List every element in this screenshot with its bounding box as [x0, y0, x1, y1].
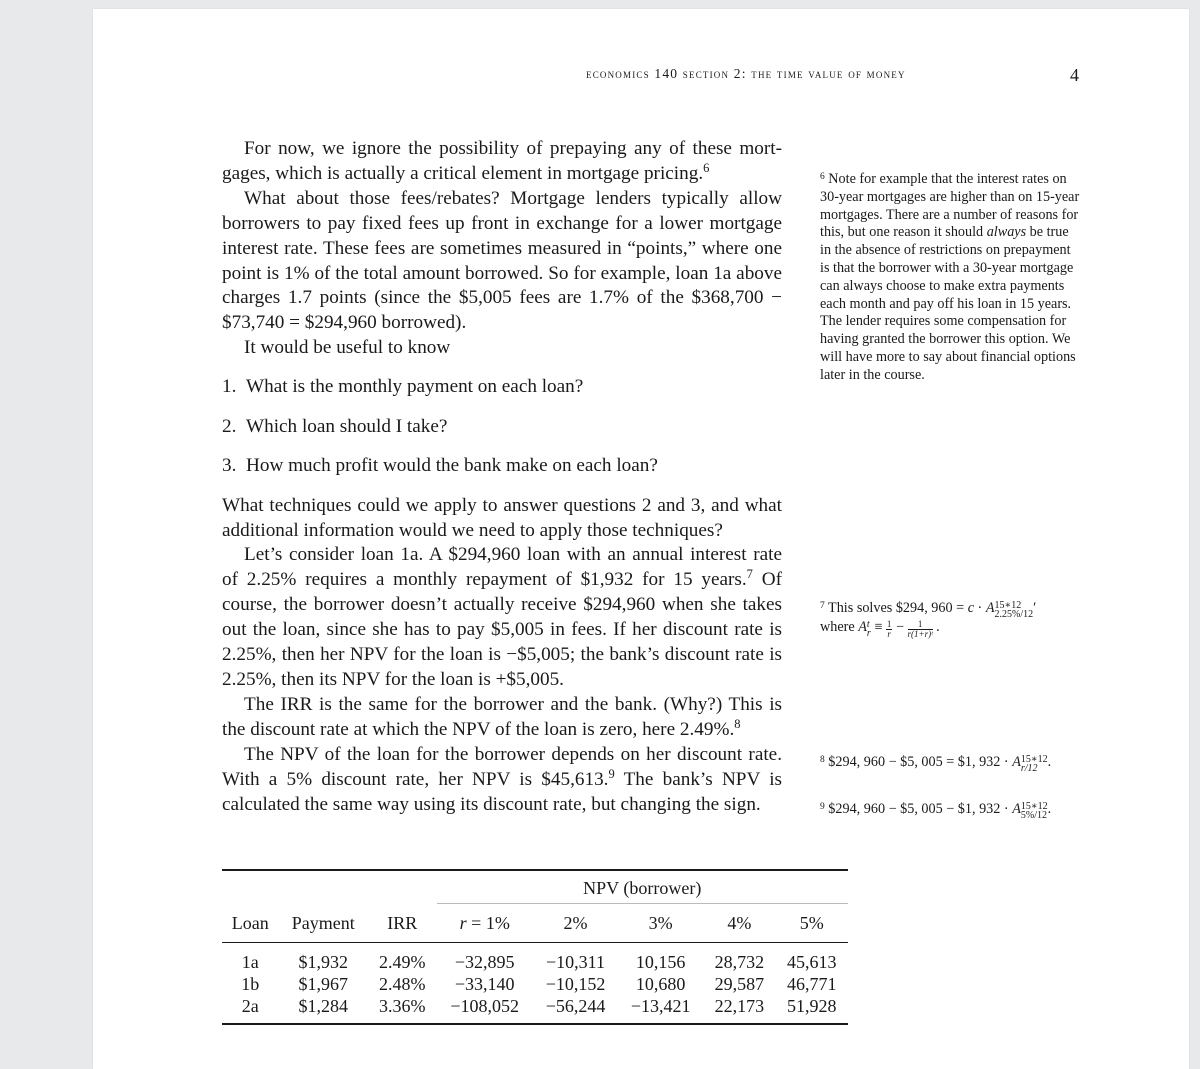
operator: ·	[974, 600, 986, 616]
equation-text: This solves $294, 960 =	[828, 600, 968, 616]
var-r: r	[459, 913, 467, 933]
superscript: t	[866, 619, 870, 630]
table-row	[222, 973, 848, 995]
col-header-loan: Loan	[222, 904, 279, 943]
paragraph-loan-1a	[222, 543, 782, 692]
var-annuity: A	[858, 619, 867, 635]
col-header-r4: 4%	[703, 904, 775, 943]
sidenote-equation	[820, 598, 1082, 619]
sidenote-equation	[820, 619, 1082, 639]
sidenote-9	[820, 799, 1082, 820]
cell-npv: 28,732	[714, 952, 765, 972]
question-text: Which loan should I take?	[246, 415, 448, 437]
sup-sub	[1021, 755, 1048, 773]
punct: .	[1047, 754, 1052, 770]
cell-npv: −108,052	[437, 995, 533, 1024]
paragraph-fees: What about those fees/rebates? Mortgage lenders typically allow borrowers to pay fixed fees up front in exchange for a lower mortgage interest rate. These fees are sometimes measured in “points,” where one point is 1% of the total amount borrowed. So for example, loan 1a above charges 1.7 points (since the $5,005 fees are 1.7% of the $368,700 − $73,740 = $294,960 borrowed).	[222, 187, 782, 334]
paragraph-text: For now, we ignore the possibility of prepaying any of these mortgages, which is actually a critical element in mortgage pricing.	[222, 138, 782, 184]
superscript: 15∗12	[994, 600, 1022, 611]
paragraph-prepayment	[222, 137, 782, 187]
cell-npv: 45,613	[787, 952, 837, 972]
sup-sub	[994, 600, 1037, 620]
cell-irr: 3.36%	[368, 995, 437, 1024]
npv-table-container	[222, 869, 848, 1025]
cell-irr: 2.49%	[378, 952, 426, 972]
var-c: c	[967, 600, 974, 616]
subscript: r/12	[1020, 763, 1038, 774]
paragraph-npv	[222, 743, 782, 818]
sidenote-text-part: Note for example that the interest rates on 30-year mortgages are higher than on 15-year mortgages. There are a number of reasons for this, but one reason it should	[820, 171, 1080, 241]
paragraph-techniques: What techniques could we apply to answer questions 2 and 3, and what additional information would we need to apply those techniques?	[222, 494, 782, 541]
var-annuity: A	[1012, 801, 1021, 817]
var-annuity: A	[985, 600, 995, 616]
col-header-r3: 3%	[618, 904, 703, 943]
cell-npv: −32,895	[454, 952, 515, 972]
sidenote-mark: 6	[820, 172, 825, 182]
page-number: 4	[1070, 65, 1079, 85]
footnote-ref-9[interactable]: 9	[608, 766, 615, 781]
paragraph-text: Of course, the borrower doesn’t actually receive $294,960 when she takes out the loan, since she has to pay $5,005 in fees. If her discount rate is 2.25%, then her NPV for the loan is −$5,005; the bank’s discount rate is 2.25%, then its NPV for the loan is +$5,005.	[222, 569, 782, 690]
equation-text: $294, 960 − $5, 005 − $1, 932 ·	[828, 801, 1013, 817]
cell-npv: 51,928	[776, 995, 848, 1024]
col-header-r1	[437, 904, 533, 943]
subscript: 2.25%/12	[994, 609, 1034, 620]
footnote-ref-6[interactable]: 6	[703, 160, 710, 175]
paragraph-text: The NPV of the loan for the borrower depends on her discount rate. With a 5% discount rate, her NPV is $45,613.	[222, 743, 782, 790]
cell-npv: −13,421	[618, 995, 703, 1024]
cell-irr: 2.48%	[378, 974, 426, 994]
col-header-irr: IRR	[368, 904, 437, 943]
paragraph-text: The IRR is the same for the borrower and the bank. (Why?) This is the discount rate at which the NPV of the loan is zero, here 2.49%.	[222, 693, 782, 740]
sidenote-mark: 9	[820, 802, 825, 812]
table-row	[222, 995, 848, 1024]
cell-npv: 10,680	[635, 974, 686, 994]
cell-loan: 2a	[222, 995, 279, 1024]
sidenote-7	[820, 598, 1082, 639]
question-item	[222, 415, 782, 440]
numerator: 1	[908, 620, 933, 630]
question-item	[222, 375, 782, 400]
subscript: 5%/12	[1020, 810, 1047, 821]
cell-npv: −33,140	[454, 974, 515, 994]
question-text: How much profit would the bank make on each loan?	[246, 455, 658, 477]
running-head-title: economics 140 section 2: the time value of money	[586, 66, 906, 81]
paragraph-irr	[222, 693, 782, 743]
equation-text: where	[820, 619, 859, 635]
cell-npv: −10,311	[546, 952, 606, 972]
sidenote-equation	[820, 799, 1082, 820]
denominator: r	[887, 629, 891, 639]
sidenote-mark: 7	[820, 601, 825, 611]
cell-npv: −56,244	[533, 995, 618, 1024]
fraction	[908, 620, 933, 639]
cell-payment: $1,967	[298, 974, 349, 994]
punct: .	[1047, 801, 1052, 817]
superscript: 15∗12	[1020, 754, 1048, 765]
spacer	[222, 871, 437, 904]
operator: −	[892, 619, 908, 635]
question-list	[222, 375, 782, 479]
question-number: 1.	[222, 376, 237, 398]
paragraph-text: The bank’s NPV is calculated the same way using its discount rate, but changing the sign.	[222, 768, 782, 815]
cell-npv: −10,152	[545, 974, 606, 994]
cell-payment: $1,284	[279, 995, 368, 1024]
column-header-row	[222, 904, 848, 943]
sidenote-text-part: be true in the absence of restrictions on prepayment is that the borrower with a 30-year mortgage can always choose to make extra payments each month and pay off his loan in 15 years. The lender requires some compensation for having granted the borrower this option. We will have more to say about financial options later in the course.	[820, 224, 1076, 383]
cell-npv: 22,173	[703, 995, 775, 1024]
cell-payment: $1,932	[298, 952, 349, 972]
table-row	[222, 943, 848, 974]
cell-npv: 10,156	[635, 952, 686, 972]
npv-table	[222, 869, 848, 1025]
operator: ≡	[870, 619, 886, 635]
cell-npv: 46,771	[787, 974, 837, 994]
sidenote-text	[820, 169, 1082, 385]
col-header-payment: Payment	[279, 904, 368, 943]
emphasis: always	[986, 224, 1027, 241]
group-header-row	[222, 871, 848, 904]
col-header-r2: 2%	[533, 904, 618, 943]
sidenote-6	[820, 169, 1082, 385]
paragraph-useful: It would be useful to know	[244, 337, 451, 359]
sidenote-8	[820, 752, 1082, 773]
subscript: r	[866, 628, 871, 639]
question-number: 3.	[222, 455, 237, 477]
running-head	[586, 65, 1079, 85]
superscript: 15∗12	[1020, 801, 1048, 812]
punct: ′	[1033, 600, 1037, 616]
sidenote-equation	[820, 752, 1082, 773]
main-text-column	[222, 137, 782, 817]
footnote-ref-8[interactable]: 8	[734, 716, 741, 731]
col-header-r5: 5%	[776, 904, 848, 943]
punct: .	[932, 619, 940, 635]
sup-sub	[1021, 802, 1048, 820]
numerator: 1	[886, 619, 892, 629]
sidenote-mark: 8	[820, 755, 825, 765]
question-number: 2.	[222, 415, 237, 437]
cell-npv: 29,587	[714, 974, 765, 994]
footnote-ref-7[interactable]: 7	[746, 567, 753, 582]
paragraph-text: Let’s consider loan 1a. A $294,960 loan with an annual interest rate of 2.25% requires a monthly repayment of $1,932 for 15 years.	[222, 544, 782, 591]
cell-loan: 1b	[241, 974, 260, 994]
header-text: = 1%	[466, 913, 510, 933]
var-annuity: A	[1012, 754, 1021, 770]
question-item	[222, 454, 782, 479]
cell-loan: 1a	[241, 952, 259, 972]
npv-group-header: NPV (borrower)	[437, 871, 848, 904]
question-text: What is the monthly payment on each loan?	[246, 376, 584, 398]
equation-text: $294, 960 − $5, 005 = $1, 932 ·	[828, 754, 1013, 770]
denominator: r(1+r)ᵗ	[907, 629, 933, 639]
